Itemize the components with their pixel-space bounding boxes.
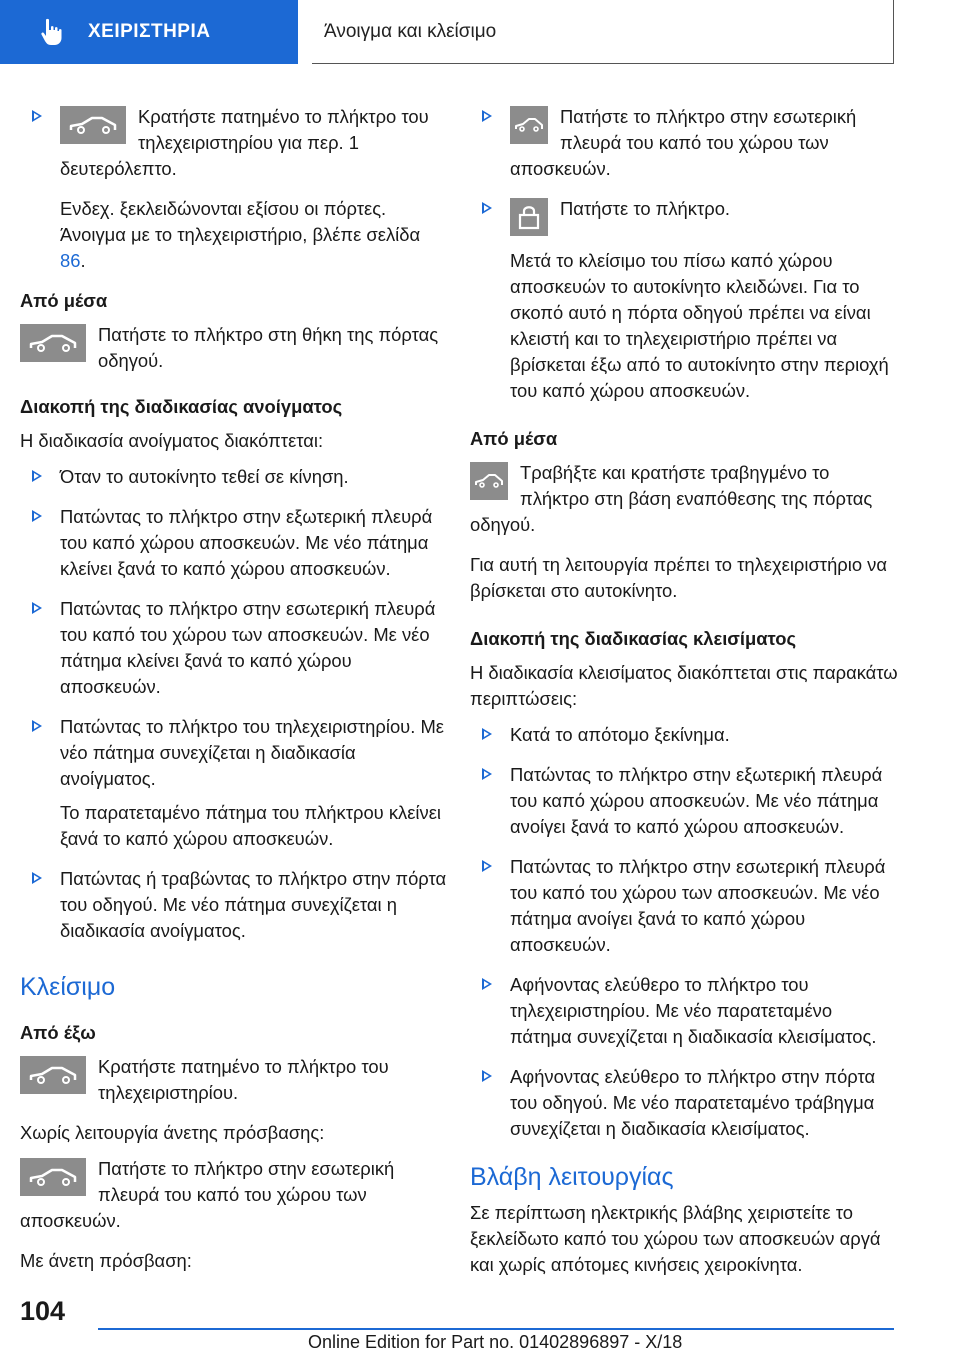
footer-divider [98, 1328, 894, 1330]
intro-text: Η διαδικασία κλεισίματος διακόπτεται στις παρακάτω περιπτώσεις: [470, 662, 898, 709]
list-item: Πατώντας το πλήκτρο στην εσωτερική πλευρά του καπό του χώρου των αποσκευών. Με νέο πάτημα ανοίγει ξανά το καπό χώρου αποσκευών. [470, 854, 898, 958]
instruction-text: Πατήστε το πλήκτρο στην εσωτερική πλευρά του καπό του χώρου των αποσκευών. [510, 106, 857, 179]
heading-malfunction: Βλάβη λειτουργίας [470, 1163, 674, 1191]
section-header [0, 0, 298, 64]
list-item: Πατώντας το πλήκτρο στην εσωτερική πλευρά του καπό του χώρου των αποσκευών. Με νέο πάτημα κλείνει ξανά το καπό χώρου αποσκευών. [20, 596, 448, 700]
instruction-text: Κρατήστε πατημένο το πλήκτρο του τηλεχειριστηρίου. [98, 1056, 389, 1103]
page-link[interactable]: 86 [60, 250, 81, 271]
chapter-title: Άνοιγμα και κλείσιμο [324, 20, 497, 42]
note-text: Μετά το κλείσιμο του πίσω καπό χώρου αποσκευών το αυτοκίνητο κλειδώνει. Για το σκοπό αυτό η πόρτα οδηγού πρέπει να είναι κλειστή και το τηλεχειριστήριο πρέπει να βρίσκεται έξω από το αυτοκίνητο στην περιοχή του καπό χώρου αποσκευών. [510, 250, 889, 401]
list-item: Πατώντας το πλήκτρο στην εξωτερική πλευρά του καπό χώρου αποσκευών. Με νέο πάτημα ανοίγει ξανά το καπό χώρου αποσκευών. [470, 762, 898, 840]
triangle-bullet-icon [32, 510, 42, 522]
triangle-bullet-icon [482, 110, 492, 122]
car-trunk-icon [470, 462, 508, 500]
triangle-bullet-icon [32, 602, 42, 614]
list-item: Αφήνοντας ελεύθερο το πλήκτρο του τηλεχειριστηρίου. Με νέο παρατεταμένο πάτημα συνεχίζεται η διαδικασία κλεισίματος. [470, 972, 898, 1050]
list-item [470, 104, 898, 182]
trunk-lock-button-icon [510, 198, 548, 236]
triangle-bullet-icon [482, 768, 492, 780]
body-text: Σε περίπτωση ηλεκτρικής βλάβης χειριστείτε το ξεκλείδωτο καπό του χώρου των αποσκευών αργά και χωρίς απότομες κινήσεις χειροκίνητα. [470, 1202, 881, 1275]
list-item: Κατά το απότομο ξεκίνημα. [470, 722, 898, 748]
breadcrumb [312, 0, 894, 64]
instruction-block [20, 322, 448, 374]
list-item [470, 196, 898, 242]
left-column [20, 104, 448, 1288]
car-trunk-icon [60, 106, 126, 144]
subheading-stop-close: Διακοπή της διαδικασίας κλεισίματος [470, 628, 797, 649]
subheading-stop-open: Διακοπή της διαδικασίας ανοίγματος [20, 396, 343, 417]
list-item: Όταν το αυτοκίνητο τεθεί σε κίνηση. [20, 464, 448, 490]
note-text: Ενδεχ. ξεκλειδώνονται εξίσου οι πόρτες. Άνοιγμα με το τηλεχειριστήριο, βλέπε σελίδα 86. [60, 198, 421, 271]
instruction-block [470, 460, 898, 538]
car-trunk-icon [20, 324, 86, 362]
note-text: Το παρατεταμένο πάτημα του πλήκτρου κλείνει ξανά το καπό χώρου αποσκευών. [60, 802, 442, 849]
note-text: Για αυτή τη λειτουργία πρέπει το τηλεχειριστήριο να βρίσκεται στο αυτοκίνητο. [470, 554, 888, 601]
instruction-block [20, 1054, 448, 1106]
car-trunk-icon [20, 1158, 86, 1196]
hand-pointer-icon [40, 18, 64, 46]
triangle-bullet-icon [32, 470, 42, 482]
instruction-text: Τραβήξτε και κρατήστε τραβηγμένο το πλήκτρο στη βάση εναπόθεσης της πόρτας οδηγού. [470, 462, 873, 535]
subheading-outside: Από έξω [20, 1022, 96, 1043]
triangle-bullet-icon [32, 720, 42, 732]
condition-text: Με άνετη πρόσβαση: [20, 1250, 192, 1271]
instruction-text: Πατήστε το πλήκτρο στη θήκη της πόρτας οδηγού. [98, 324, 439, 371]
triangle-bullet-icon [32, 872, 42, 884]
instruction-text: Πατήστε το πλήκτρο στην εσωτερική πλευρά του καπό του χώρου των αποσκευών. [20, 1158, 395, 1231]
list-item: Πατώντας το πλήκτρο στην εξωτερική πλευρά του καπό χώρου αποσκευών. Με νέο πάτημα κλείνει ξανά το καπό χώρου αποσκευών. [20, 504, 448, 582]
triangle-bullet-icon [482, 1070, 492, 1082]
triangle-bullet-icon [482, 202, 492, 214]
subheading-inside: Από μέσα [470, 428, 558, 449]
car-trunk-icon [510, 106, 548, 144]
section-title: ΧΕΙΡΙΣΤΗΡΙΑ [88, 21, 211, 42]
instruction-text: Πατήστε το πλήκτρο. [560, 198, 731, 219]
edition-text: Online Edition for Part no. 01402896897 - X/18 [308, 1332, 683, 1352]
heading-closing: Κλείσιμο [20, 973, 116, 1001]
page-number: 104 [20, 1296, 66, 1326]
subheading-inside: Από μέσα [20, 290, 108, 311]
triangle-bullet-icon [482, 728, 492, 740]
list-item: Πατώντας ή τραβώντας το πλήκτρο στην πόρτα του οδηγού. Με νέο πάτημα συνεχίζεται η διαδικασία ανοίγματος. [20, 866, 448, 944]
intro-text: Η διαδικασία ανοίγματος διακόπτεται: [20, 430, 324, 451]
triangle-bullet-icon [482, 978, 492, 990]
list-item [20, 104, 448, 182]
condition-text: Χωρίς λειτουργία άνετης πρόσβασης: [20, 1122, 325, 1143]
list-item: Αφήνοντας ελεύθερο το πλήκτρο στην πόρτα του οδηγού. Με νέο παρατεταμένο τράβηγμα συνεχίζεται η διαδικασία κλεισίματος. [470, 1064, 898, 1142]
instruction-block [20, 1156, 448, 1234]
list-item: Πατώντας το πλήκτρο του τηλεχειριστηρίου. Με νέο πάτημα συνεχίζεται η διαδικασία ανοίγματος. [20, 714, 448, 792]
triangle-bullet-icon [32, 110, 42, 122]
right-column [470, 104, 898, 1292]
instruction-text: Κρατήστε πατημένο το πλήκτρο του τηλεχειριστηρίου για περ. 1 δευτερόλεπτο. [60, 106, 429, 179]
car-trunk-icon [20, 1056, 86, 1094]
triangle-bullet-icon [482, 860, 492, 872]
